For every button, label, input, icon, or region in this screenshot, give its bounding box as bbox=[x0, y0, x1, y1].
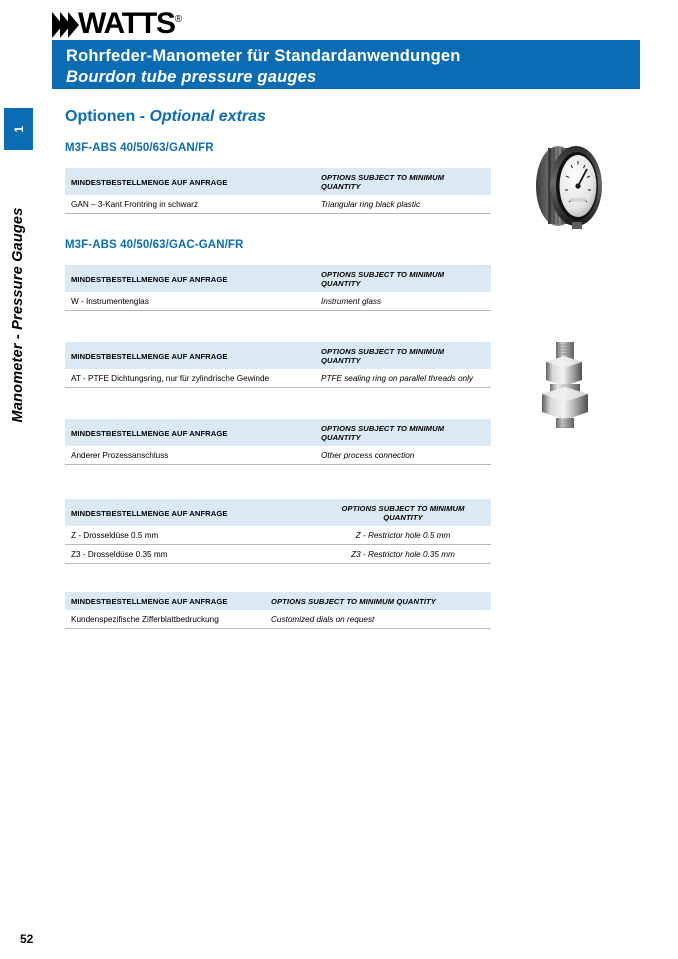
table-header-en: OPTIONS SUBJECT TO MINIMUM QUANTITY bbox=[315, 419, 491, 446]
table-row bbox=[65, 195, 491, 214]
option-de: W - Instrumentenglas bbox=[65, 292, 315, 311]
page-title-de: Optionen - bbox=[65, 108, 150, 125]
table-row bbox=[65, 610, 491, 629]
table-header-en: OPTIONS SUBJECT TO MINIMUM QUANTITY bbox=[315, 265, 491, 292]
vertical-chapter-title bbox=[0, 175, 36, 475]
table-row bbox=[65, 446, 491, 465]
option-de: GAN – 3-Kant Frontring in schwarz bbox=[65, 195, 315, 214]
table-header-row bbox=[65, 265, 491, 292]
option-de: Kundenspezifische Zifferblattbedruckung bbox=[65, 610, 265, 629]
table-header-en: OPTIONS SUBJECT TO MINIMUM QUANTITY bbox=[315, 342, 491, 369]
table-header-row bbox=[65, 168, 491, 195]
chapter-tab-marker bbox=[4, 108, 33, 150]
table-header-row bbox=[65, 592, 491, 610]
option-en: Z - Restrictor hole 0.5 mm bbox=[315, 526, 491, 545]
options-table-1 bbox=[65, 168, 491, 214]
option-en: Customized dials on request bbox=[265, 610, 491, 629]
table-row bbox=[65, 292, 491, 311]
table-header-de: MINDESTBESTELLMENGE AUF ANFRAGE bbox=[65, 342, 315, 369]
chapter-number: 1 bbox=[11, 125, 26, 133]
option-en: Other process connection bbox=[315, 446, 491, 465]
pressure-gauge-photo bbox=[514, 140, 624, 230]
table-header-en: OPTIONS SUBJECT TO MINIMUM QUANTITY bbox=[315, 168, 491, 195]
table-header-row bbox=[65, 499, 491, 526]
page-title-en: Optional extras bbox=[149, 108, 266, 125]
table-row bbox=[65, 545, 491, 564]
table-row bbox=[65, 526, 491, 545]
registered-mark: ® bbox=[174, 14, 183, 25]
option-en: PTFE sealing ring on parallel threads only bbox=[315, 369, 491, 388]
option-en: Z3 - Restrictor hole 0.35 mm bbox=[315, 545, 491, 564]
table-header-en: OPTIONS SUBJECT TO MINIMUM QUANTITY bbox=[315, 499, 491, 526]
logo-text-label: WATTS bbox=[78, 7, 175, 40]
process-connection-fitting-photo bbox=[516, 336, 612, 432]
group-heading-1: M3F-ABS 40/50/63/GAN/FR bbox=[65, 142, 214, 154]
option-en: Instrument glass bbox=[315, 292, 491, 311]
table-header-row bbox=[65, 419, 491, 446]
options-table-3 bbox=[65, 342, 491, 388]
table-header-de: MINDESTBESTELLMENGE AUF ANFRAGE bbox=[65, 419, 315, 446]
options-table-4 bbox=[65, 419, 491, 465]
header-title-de: Rohrfeder-Manometer für Standardanwendungen bbox=[66, 47, 461, 65]
watts-logo bbox=[52, 8, 182, 38]
table-row bbox=[65, 369, 491, 388]
side-rail bbox=[0, 0, 36, 959]
group-heading-2: M3F-ABS 40/50/63/GAC-GAN/FR bbox=[65, 239, 244, 251]
logo-wordmark bbox=[78, 6, 182, 38]
options-table-2 bbox=[65, 265, 491, 311]
watts-chevrons-icon bbox=[52, 12, 76, 38]
page-header-band bbox=[52, 40, 640, 89]
vertical-chapter-title-label: Manometer - Pressure Gauges bbox=[10, 207, 26, 423]
table-header-de: MINDESTBESTELLMENGE AUF ANFRAGE bbox=[65, 168, 315, 195]
table-header-en: OPTIONS SUBJECT TO MINIMUM QUANTITY bbox=[265, 592, 491, 610]
header-title-en: Bourdon tube pressure gauges bbox=[66, 68, 317, 86]
option-de: Anderer Prozessanschluss bbox=[65, 446, 315, 465]
page-title bbox=[65, 108, 266, 126]
page-number: 52 bbox=[20, 932, 34, 946]
table-header-row bbox=[65, 342, 491, 369]
table-header-de: MINDESTBESTELLMENGE AUF ANFRAGE bbox=[65, 265, 315, 292]
options-table-6 bbox=[65, 592, 491, 629]
option-de: Z - Drosseldüse 0.5 mm bbox=[65, 526, 315, 545]
table-header-de: MINDESTBESTELLMENGE AUF ANFRAGE bbox=[65, 499, 315, 526]
options-table-5 bbox=[65, 499, 491, 564]
option-de: Z3 - Drosseldüse 0.35 mm bbox=[65, 545, 315, 564]
table-header-de: MINDESTBESTELLMENGE AUF ANFRAGE bbox=[65, 592, 265, 610]
option-en: Triangular ring black plastic bbox=[315, 195, 491, 214]
option-de: AT - PTFE Dichtungsring, nur für zylindrische Gewinde bbox=[65, 369, 315, 388]
